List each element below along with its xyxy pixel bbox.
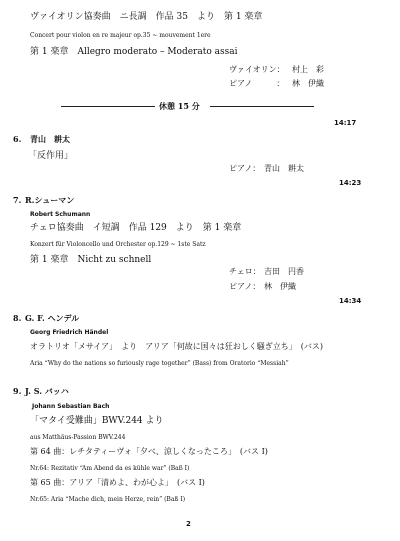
time-mark: 14:34 — [339, 297, 362, 305]
item-number: 7. — [13, 195, 22, 205]
work-title-fr: Concert pour violon en re majeur op.35 ~ mouvement 1ere — [30, 32, 211, 39]
intermission-rule-left — [61, 106, 155, 107]
performer-name: 林 伊織 — [292, 79, 324, 88]
item-number: 8. — [13, 313, 22, 323]
work-title: 「反作用」 — [28, 151, 74, 161]
composer-en: Robert Schumann — [30, 211, 91, 218]
composer-ja: 青山 耕太 — [30, 134, 70, 144]
item-number: 9. — [13, 386, 22, 396]
intermission-rule-right — [210, 106, 314, 107]
piece-title-de: Nr.65: Aria “Mache dich, mein Herze, rein” (Baß I) — [30, 496, 186, 503]
intermission-label: 休憩 15 分 — [159, 101, 200, 111]
piece-title-ja: 第 64 曲：レチタティーヴォ「夕べ、涼しくなったころ」 (バス I) — [30, 447, 268, 456]
performer-name: 林 伊織 — [264, 282, 296, 291]
item-number: 6. — [13, 134, 22, 144]
composer-ja: G. F. ヘンデル — [25, 313, 80, 323]
performer-role: ピアノ： — [229, 164, 261, 173]
composer-ja: R.シューマン — [25, 195, 75, 205]
work-title-ja: ヴァイオリン協奏曲 ニ長調 作品 35 より 第 1 楽章 — [30, 12, 263, 22]
composer-en: Johann Sebastian Bach — [32, 403, 110, 410]
piece-title-de: Nr.64: Rezitativ “Am Abend da es kühle war” (Baß I) — [30, 465, 190, 472]
work-title-ja: チェロ協奏曲 イ短調 作品 129 より 第 1 楽章 — [30, 223, 242, 233]
work-title-ja: 「マタイ受難曲」BWV.244 より — [30, 416, 164, 426]
work-title-en: Aria “Why do the nations so furiously rage together” (Bass) from Oratorio “Messiah” — [30, 360, 289, 367]
work-title-de: aus Matthäus-Passion BWV.244 — [30, 434, 126, 441]
performer-name: 吉田 円香 — [264, 267, 304, 276]
movement-title: 第 1 楽章 Nicht zu schnell — [30, 255, 152, 265]
performer-name: 村上 彩 — [292, 65, 324, 74]
performer-role: ピアノ ： — [229, 79, 285, 88]
work-title-ja: オラトリオ「メサイア」 より アリア「何故に国々は狂おしく騒ぎ立ち」 (バス) — [30, 342, 324, 351]
time-mark: 14:17 — [334, 119, 357, 127]
composer-ja: J. S. バッハ — [25, 386, 69, 396]
performer-role: ヴァイオリン： — [229, 65, 285, 74]
performer-role: チェロ： — [229, 267, 261, 276]
movement-title: 第 1 楽章 Allegro moderato – Moderato assai — [30, 47, 238, 57]
performer-role: ピアノ： — [229, 282, 261, 291]
piece-title-ja: 第 65 曲：アリア「清めよ、わが心よ」 (バス I) — [30, 478, 205, 487]
page-number: 2 — [186, 520, 191, 528]
time-mark: 14:23 — [339, 179, 362, 187]
performer-name: 青山 耕太 — [264, 164, 304, 173]
work-title-de: Konzert für Violoncello und Orchester op.129 ~ 1ste Satz — [30, 241, 206, 248]
composer-en: Georg Friedrich Händel — [30, 329, 109, 336]
